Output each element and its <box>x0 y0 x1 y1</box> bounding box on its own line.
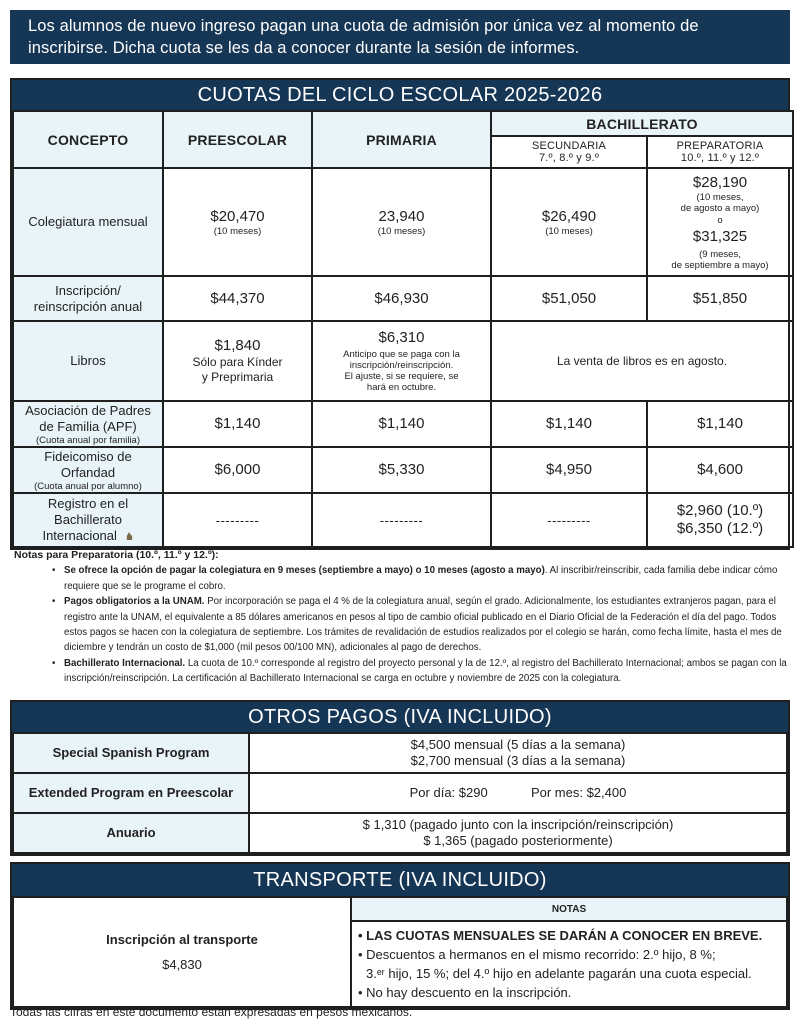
header-primaria: PRIMARIA <box>312 111 491 168</box>
transport-table <box>10 862 790 1010</box>
table-row <box>13 813 787 853</box>
cell-libros-bachillerato: La venta de libros es en agosto. <box>491 321 793 401</box>
cell-fideicomiso-preparatoria: $4,600 <box>647 447 793 493</box>
cell-colegiatura-preparatoria: $28,190 (10 meses, de agosto a mayo) o $31,325 (9 meses, de septiembre a mayo) <box>647 168 793 276</box>
row-label-anuario: Anuario <box>13 813 249 853</box>
transport-registration-label: Inscripción al transporte <box>106 932 258 947</box>
preparatoria-notes <box>14 548 794 687</box>
table-row <box>13 733 787 773</box>
cell-inscripcion-preescolar: $44,370 <box>163 276 312 321</box>
cell-apf-secundaria: $1,140 <box>491 401 647 447</box>
cell-inscripcion-preparatoria: $51,850 <box>647 276 793 321</box>
note-item: • Se ofrece la opción de pagar la colegiatura en 9 meses (septiembre a mayo) o 10 meses (agosto a mayo). Al inscribir/reinscribir, cada familia debe indicar cómo requiere que se le programe el cobro. <box>64 563 794 594</box>
note-item: • Pagos obligatorios a la UNAM. Por incorporación se paga el 4 % de la colegiatura anual, según el grado. Adicionalmente, los estudiantes extranjeros pagan, para el registro ante la UNAM, el equivalente a 85 dólares americanos en pesos al tipo de cambio oficial publicado en el Diario Oficial de la Federación el día del pago. Todos estos pagos se hacen con la colegiatura de septiembre. Los trámites de revalidación de estudios realizados por el colegio se harán, como fecha límite, hasta el mes de diciembre y tendrán un costo de $1,000 (mil pesos 00/100 MN), adicionales al pago de derechos. <box>64 594 794 656</box>
cell-extended-program: Por día: $290 Por mes: $2,400 <box>249 773 787 813</box>
header-secundaria: SECUNDARIA 7.º, 8.º y 9.º <box>491 136 647 168</box>
other-payments-title: OTROS PAGOS (IVA INCLUIDO) <box>12 702 788 732</box>
admission-fee-banner <box>10 10 790 64</box>
cell-registro-bi-preescolar: --------- <box>163 493 312 547</box>
table-row-fideicomiso <box>13 447 793 493</box>
cell-spanish-program: $4,500 mensual (5 días a la semana) $2,700 mensual (3 días a la semana) <box>249 733 787 773</box>
cell-colegiatura-preescolar: $20,470 (10 meses) <box>163 168 312 276</box>
cell-registro-bi-primaria: --------- <box>312 493 491 547</box>
row-label-spanish-program: Special Spanish Program <box>13 733 249 773</box>
table-row-inscripcion <box>13 276 793 321</box>
row-label-libros: Libros <box>13 321 163 401</box>
header-preescolar: PREESCOLAR <box>163 111 312 168</box>
row-label-inscripcion: Inscripción/ reinscripción anual <box>13 276 163 321</box>
table-row-libros <box>13 321 793 401</box>
header-concepto: CONCEPTO <box>13 111 163 168</box>
row-label-colegiatura: Colegiatura mensual <box>13 168 163 276</box>
table-row-apf <box>13 401 793 447</box>
row-label-apf: Asociación de Padres de Familia (APF) (Cuota anual por familia) <box>13 401 163 447</box>
notes-heading: Notas para Preparatoria (10.º, 11.º y 12.º): <box>14 549 219 561</box>
cell-colegiatura-secundaria: $26,490 (10 meses) <box>491 168 647 276</box>
transport-notes-header: NOTAS <box>351 897 787 921</box>
row-label-extended-program: Extended Program en Preescolar <box>13 773 249 813</box>
ib-logo-icon <box>125 529 134 539</box>
row-label-fideicomiso: Fideicomiso de Orfandad (Cuota anual por alumno) <box>13 447 163 493</box>
note-item: • Bachillerato Internacional. La cuota de 10.º corresponde al registro del proyecto personal y la de 12.º, al registro del Bachillerato Internacional; ambos se pagan con la inscripción/reinscripción. La certificación al Bachillerato Internacional se carga en octubre y noviembre de 2025 con la colegiatura. <box>64 656 794 687</box>
header-bachillerato: BACHILLERATO <box>491 111 793 136</box>
currency-footnote: Todas las cifras en este documento están expresadas en pesos mexicanos. <box>10 1005 413 1019</box>
cell-fideicomiso-primaria: $5,330 <box>312 447 491 493</box>
transport-registration-value: $4,830 <box>162 957 202 972</box>
transport-notes: • LAS CUOTAS MENSUALES SE DARÁN A CONOCER EN BREVE. • Descuentos a hermanos en el mismo recorrido: 2.º hijo, 8 %; 3.ᵉʳ hijo, 15 %; del 4.º hijo en adelante pagarán una cuota especial. • No hay descuento en la inscripción. <box>351 921 787 1007</box>
cell-inscripcion-primaria: $46,930 <box>312 276 491 321</box>
cell-inscripcion-secundaria: $51,050 <box>491 276 647 321</box>
cell-registro-bi-secundaria: --------- <box>491 493 647 547</box>
table-row <box>13 773 787 813</box>
transport-registration-cell <box>13 897 351 1007</box>
other-payments-table <box>10 700 790 856</box>
fees-table-title: CUOTAS DEL CICLO ESCOLAR 2025-2026 <box>12 80 788 110</box>
table-row-colegiatura <box>13 168 793 276</box>
transport-title: TRANSPORTE (IVA INCLUIDO) <box>12 864 788 896</box>
cell-fideicomiso-secundaria: $4,950 <box>491 447 647 493</box>
cell-libros-primaria: $6,310 Anticipo que se paga con la inscripción/reinscripción. El ajuste, si se requiere, se hará en octubre. <box>312 321 491 401</box>
cell-apf-preescolar: $1,140 <box>163 401 312 447</box>
school-year-fees-table <box>10 78 790 550</box>
cell-registro-bi-preparatoria: $2,960 (10.º) $6,350 (12.º) <box>647 493 793 547</box>
cell-anuario: $ 1,310 (pagado junto con la inscripción/reinscripción) $ 1,365 (pagado posteriormente) <box>249 813 787 853</box>
header-preparatoria: PREPARATORIA 10.º, 11.º y 12.º <box>647 136 793 168</box>
row-label-registro-bi: Registro en el Bachillerato Internacional <box>13 493 163 547</box>
cell-colegiatura-primaria: 23,940 (10 meses) <box>312 168 491 276</box>
cell-libros-preescolar: $1,840 Sólo para Kínder y Preprimaria <box>163 321 312 401</box>
table-row-registro-bi <box>13 493 793 547</box>
banner-text: Los alumnos de nuevo ingreso pagan una cuota de admisión por única vez al momento de inscribirse. Dicha cuota se les da a conocer durante la sesión de informes. <box>28 17 699 57</box>
cell-apf-preparatoria: $1,140 <box>647 401 793 447</box>
cell-fideicomiso-preescolar: $6,000 <box>163 447 312 493</box>
cell-apf-primaria: $1,140 <box>312 401 491 447</box>
